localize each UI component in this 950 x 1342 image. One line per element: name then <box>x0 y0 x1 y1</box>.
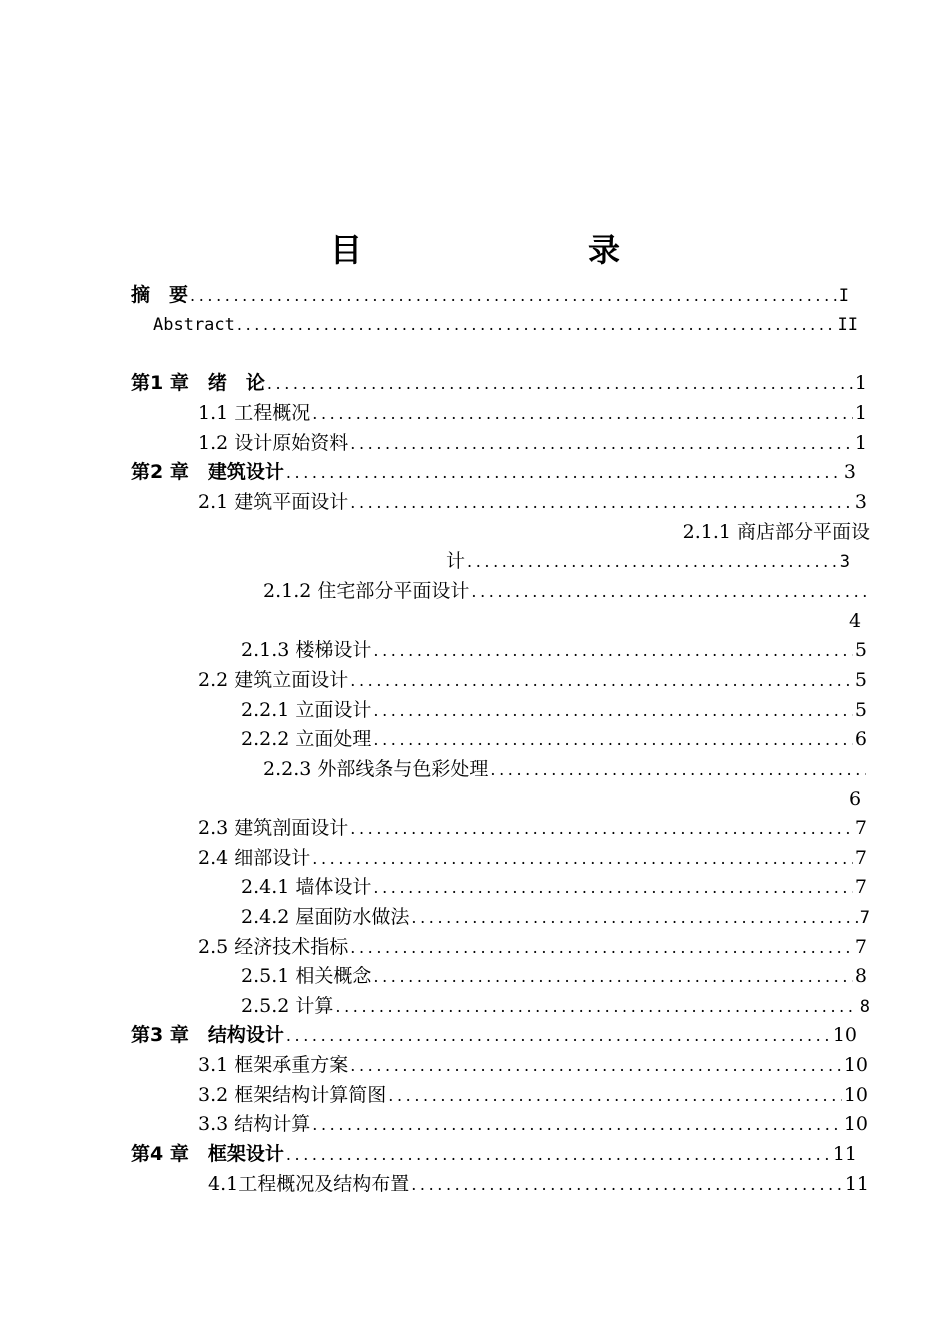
toc-entry-3-3[interactable] <box>198 1111 868 1138</box>
toc-entry-page: 4 <box>849 610 862 632</box>
toc-leader-dots <box>467 549 838 575</box>
toc-entry-abstract-cn[interactable] <box>131 282 849 309</box>
toc-entry-2-5-2[interactable] <box>241 993 870 1020</box>
toc-entry-label: 第4 章 框架设计 <box>131 1143 284 1165</box>
toc-entry-page: 3 <box>843 461 856 483</box>
toc-entry-2-1-2[interactable] <box>263 578 868 605</box>
toc-leader-dots <box>373 638 853 664</box>
toc-entry-2-4[interactable] <box>198 845 867 872</box>
toc-entry-label: 1.1 工程概况 <box>198 402 311 424</box>
toc-entry-label-continuation: 计 <box>446 550 466 572</box>
toc-entry-page: 1 <box>854 402 867 424</box>
toc-entry-page: 1 <box>854 432 867 454</box>
toc-entry-3-1[interactable] <box>198 1052 868 1079</box>
toc-entry-2-1-1[interactable] <box>446 548 850 575</box>
toc-leader-dots <box>350 816 853 842</box>
toc-entry-page: 10 <box>843 1113 868 1135</box>
toc-leader-dots <box>335 994 857 1020</box>
toc-entry-2-4-1[interactable] <box>241 874 867 901</box>
toc-entry-1-1[interactable] <box>198 400 867 427</box>
toc-entry-label: 2.4 细部设计 <box>198 847 311 869</box>
toc-entry-label: 2.2 建筑立面设计 <box>198 669 349 691</box>
toc-entry-page: I <box>838 286 849 306</box>
toc-entry-page: 11 <box>844 1173 869 1195</box>
toc-entry-label: 4.1工程概况及结构布置 <box>208 1173 410 1195</box>
toc-entry-chapter-3[interactable] <box>131 1022 857 1049</box>
toc-entry-2-2[interactable] <box>198 667 867 694</box>
toc-entry-page: 11 <box>832 1143 857 1165</box>
toc-leader-dots <box>350 490 853 516</box>
toc-leader-dots <box>373 964 853 990</box>
toc-leader-dots <box>373 727 853 753</box>
toc-entry-2-5[interactable] <box>198 934 867 961</box>
toc-leader-dots <box>312 401 853 427</box>
toc-leader-dots <box>350 668 853 694</box>
toc-entry-page: 6 <box>849 788 862 810</box>
toc-entry-label: 2.5.1 相关概念 <box>241 965 372 987</box>
toc-entry-page: 7 <box>854 876 867 898</box>
toc-entry-4-1[interactable] <box>208 1171 869 1198</box>
toc-entry-label: 3.2 框架结构计算简图 <box>198 1084 387 1106</box>
toc-entry-page: 10 <box>832 1024 857 1046</box>
toc-entry-label: 3.3 结构计算 <box>198 1113 311 1135</box>
toc-entry-page: 6 <box>854 728 867 750</box>
toc-entry-page: 3 <box>854 491 867 513</box>
toc-entry-page: 7 <box>854 817 867 839</box>
toc-entry-label: 摘 要 <box>131 284 189 306</box>
toc-entry-label: 2.3 建筑剖面设计 <box>198 817 349 839</box>
toc-leader-dots <box>490 757 866 783</box>
toc-leader-dots <box>350 935 853 961</box>
toc-leader-dots <box>286 1023 831 1049</box>
toc-entry-page: 5 <box>854 639 867 661</box>
toc-entry-page: 10 <box>843 1054 868 1076</box>
toc-entry-2-5-1[interactable] <box>241 963 867 990</box>
toc-leader-dots <box>286 460 842 486</box>
toc-entry-label: 第1 章 绪 论 <box>131 372 265 394</box>
toc-entry-label: 2.1 建筑平面设计 <box>198 491 349 513</box>
toc-entry-label: 2.5 经济技术指标 <box>198 936 349 958</box>
toc-entry-2-2-3[interactable] <box>263 756 868 783</box>
toc-leader-dots <box>350 1053 842 1079</box>
toc-entry-3-2[interactable] <box>198 1082 868 1109</box>
toc-entry-label: 2.2.1 立面设计 <box>241 699 372 721</box>
toc-entry-2-2-2[interactable] <box>241 726 867 753</box>
toc-entry-chapter-1[interactable] <box>131 370 867 397</box>
toc-entry-label: Abstract <box>153 315 235 335</box>
toc-entry-label: 3.1 框架承重方案 <box>198 1054 349 1076</box>
toc-entry-2-4-2[interactable] <box>241 904 870 931</box>
toc-leader-dots <box>411 1172 843 1198</box>
toc-entry-page: 7 <box>854 936 867 958</box>
toc-entry-page: 10 <box>843 1084 868 1106</box>
toc-entry-label: 2.5.2 计算 <box>241 995 334 1017</box>
toc-entry-label: 2.1.3 楼梯设计 <box>241 639 372 661</box>
toc-entry-2-2-1[interactable] <box>241 697 867 724</box>
toc-leader-dots <box>237 312 836 338</box>
toc-entry-chapter-2[interactable] <box>131 459 856 486</box>
toc-entry-1-2[interactable] <box>198 430 867 457</box>
toc-leader-dots <box>312 1112 842 1138</box>
toc-entry-page: 5 <box>854 669 867 691</box>
toc-leader-dots <box>350 431 853 457</box>
toc-entry-abstract-en[interactable] <box>153 312 858 338</box>
toc-entry-label: 2.2.3 外部线条与色彩处理 <box>263 758 489 780</box>
toc-entry-label: 2.1.2 住宅部分平面设计 <box>263 580 470 602</box>
toc-entry-page: 7 <box>859 908 870 928</box>
toc-leader-dots <box>373 875 853 901</box>
toc-leader-dots <box>471 579 866 605</box>
toc-entry-page: 8 <box>854 965 867 987</box>
toc-entry-2-1-1-label[interactable]: 2.1.1 商店部分平面设 <box>682 521 870 543</box>
toc-entry-2-1-3[interactable] <box>241 637 867 664</box>
toc-leader-dots <box>267 371 853 397</box>
toc-entry-page: 3 <box>839 552 850 572</box>
toc-leader-dots <box>286 1142 831 1168</box>
toc-entry-page: 5 <box>854 699 867 721</box>
toc-entry-page: II <box>837 315 858 335</box>
toc-entry-2-3[interactable] <box>198 815 867 842</box>
toc-entry-label: 第3 章 结构设计 <box>131 1024 284 1046</box>
toc-leader-dots <box>312 846 853 872</box>
toc-entry-label: 第2 章 建筑设计 <box>131 461 284 483</box>
toc-entry-2-1[interactable] <box>198 489 867 516</box>
toc-entry-page: 8 <box>859 997 870 1017</box>
toc-leader-dots <box>388 1083 842 1109</box>
toc-entry-chapter-4[interactable] <box>131 1141 857 1168</box>
toc-leader-dots <box>411 905 857 931</box>
toc-entry-label: 1.2 设计原始资料 <box>198 432 349 454</box>
toc-leader-dots <box>373 698 853 724</box>
toc-title: 目 录 <box>329 231 674 269</box>
toc-entry-label: 2.4.2 屋面防水做法 <box>241 906 410 928</box>
toc-entry-page: 7 <box>854 847 867 869</box>
toc-entry-page: 1 <box>854 372 867 394</box>
toc-entry-label: 2.4.1 墙体设计 <box>241 876 372 898</box>
toc-entry-label: 2.2.2 立面处理 <box>241 728 372 750</box>
toc-leader-dots <box>190 283 837 309</box>
